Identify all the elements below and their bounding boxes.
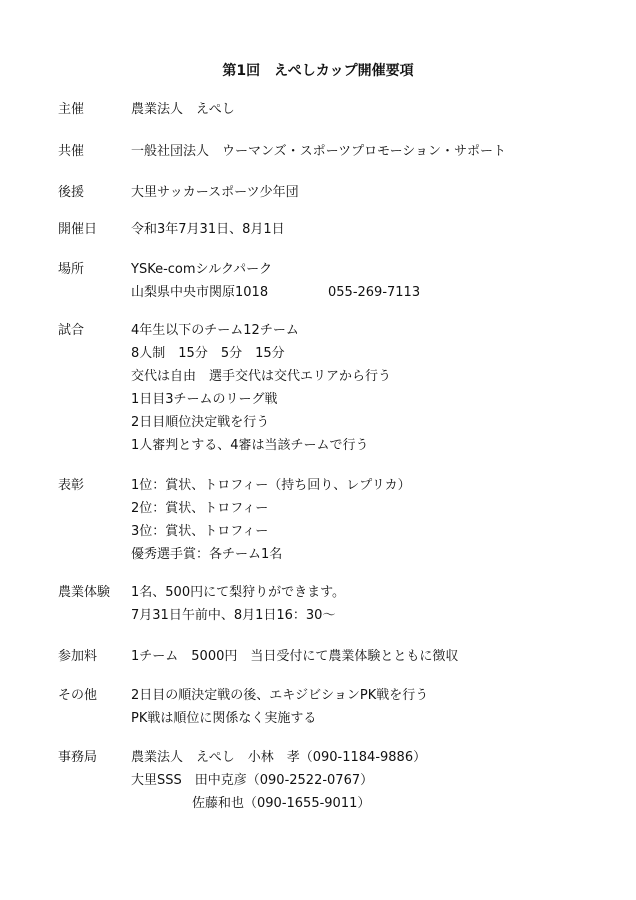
venue-phone: 055-269-7113	[328, 285, 421, 300]
match-line: 2日目順位決定戦を行う	[131, 415, 270, 430]
match-line: 1日目3チームのリーグ戦	[131, 392, 278, 407]
venue-address: 山梨県中央市関原1018	[131, 285, 269, 300]
dates-value: 令和3年7月31日、8月1日	[131, 222, 285, 237]
award-line: 3位：賞状、トロフィー	[131, 524, 269, 539]
match-line: 4年生以下のチーム12チーム	[131, 323, 299, 338]
award-line: 2位：賞状、トロフィー	[131, 501, 269, 516]
award-line: 1位：賞状、トロフィー（持ち回り、レプリカ）	[131, 478, 411, 493]
label-fee: 参加料	[58, 649, 98, 664]
label-organizer: 主催	[58, 102, 85, 117]
match-line: 交代は自由 選手交代は交代エリアから行う	[131, 369, 392, 384]
organizer-value: 農業法人 えぺし	[131, 102, 235, 117]
label-awards: 表彰	[58, 478, 85, 493]
office-line: 佐藤和也（090-1655-9011）	[192, 796, 371, 811]
other-line: PK戦は順位に関係なく実施する	[131, 711, 317, 726]
document-title: 第1回 えぺしカップ開催要項	[222, 63, 414, 79]
office-line: 農業法人 えぺし 小林 孝（090-1184-9886）	[131, 750, 427, 765]
award-line: 優秀選手賞：各チーム1名	[131, 547, 283, 562]
match-line: 1人審判とする、4審は当該チームで行う	[131, 438, 369, 453]
venue-name: YSKe-comシルクパーク	[131, 262, 273, 277]
label-farm: 農業体験	[58, 585, 111, 600]
label-cohost: 共催	[58, 144, 85, 159]
fee-value: 1チーム 5000円 当日受付にて農業体験とともに徴収	[131, 649, 459, 664]
farm-line: 7月31日午前中、8月1日16：30～	[131, 608, 336, 623]
label-match: 試合	[58, 323, 85, 338]
label-dates: 開催日	[58, 222, 98, 237]
farm-line: 1名、500円にて梨狩りができます。	[131, 585, 346, 600]
office-line: 大里SSS 田中克彦（090-2522-0767）	[131, 773, 374, 788]
label-support: 後援	[58, 185, 85, 200]
match-line: 8人制 15分 5分 15分	[131, 346, 285, 361]
label-other: その他	[58, 688, 98, 703]
support-value: 大里サッカースポーツ少年団	[131, 185, 299, 200]
cohost-value: 一般社団法人 ウーマンズ・スポーツプロモーション・サポート	[131, 144, 507, 159]
label-venue: 場所	[58, 262, 85, 277]
other-line: 2日目の順決定戦の後、エキジビションPK戦を行う	[131, 688, 429, 703]
label-office: 事務局	[58, 750, 98, 765]
